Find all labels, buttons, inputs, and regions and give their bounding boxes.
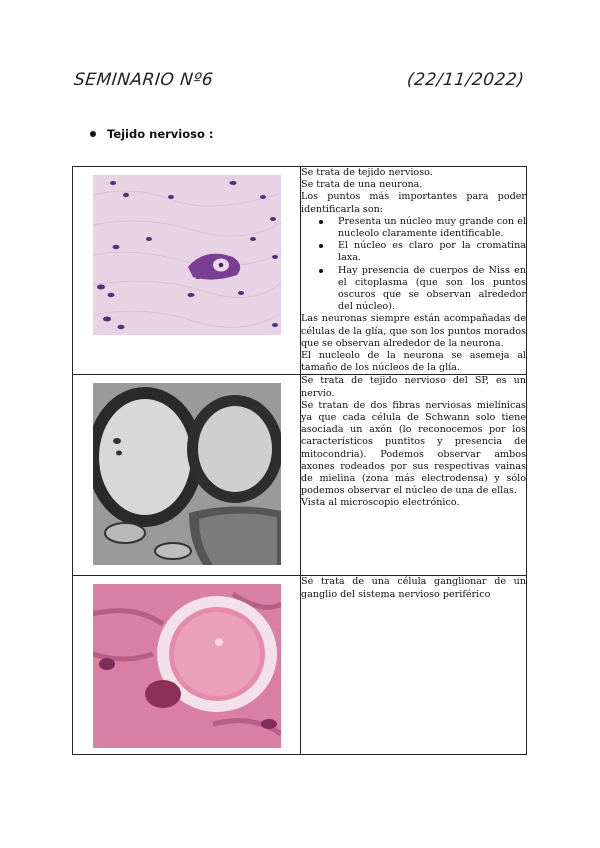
description-line: Vista al microscopio electrónico. (301, 497, 460, 509)
electron-micrograph (93, 383, 281, 565)
image-cell (73, 576, 301, 755)
description-line: Las neuronas siempre están acompañadas de células de la glía, que son los puntos morados que se observan alrededor de la neurona. (301, 313, 526, 349)
description-line: Se trata de una neurona. (301, 179, 423, 191)
key-point: Presenta un núcleo muy grande con el nucleolo claramente identificable. (329, 216, 526, 240)
description-cell (301, 167, 527, 375)
description-line: El nucleolo de la neurona se asemeja al tamaño de los núcleos de la glía. (301, 350, 526, 374)
description-line: Se trata de tejido nervioso. (301, 167, 433, 178)
description-line: Los puntos más importantes para poder identificarla son: (301, 191, 526, 215)
table-row (73, 167, 527, 375)
ganglion-cell-micrograph (93, 584, 281, 748)
description-line: Se trata de una célula ganglionar de un ganglio del sistema nervioso periférico (301, 576, 526, 600)
table-row (73, 375, 527, 576)
key-points-list (301, 216, 526, 314)
key-point: El núcleo es claro por la cromatina laxa. (329, 240, 526, 264)
neuron-micrograph (93, 175, 281, 335)
description-line: Se trata de tejido nervioso del SP, es un nervio. (301, 375, 526, 399)
table-row (73, 576, 527, 755)
description-line: Se tratan de dos fibras nerviosas mielínicas ya que cada célula de Schwann solo tiene asociada un axón (lo reconocemos por los característicos puntitos y presencia de mitocondria). Podemos observar ambos axones rodeados por sus respectivas vainas de mielina (zona más electrodensa) y sólo podemos observar el núcleo de una de ellas. (301, 399, 526, 497)
section-bullet (90, 127, 213, 141)
bullet-dot-icon (90, 131, 96, 137)
key-point: Hay presencia de cuerpos de Niss en el citoplasma (que son los puntos oscuros que se observan alrededor del núcleo). (329, 265, 526, 314)
seminar-date: (22/11/2022) (405, 70, 526, 90)
section-label: Tejido nervioso : (107, 127, 214, 141)
content-table (72, 166, 527, 755)
seminar-title: SEMINARIO Nº6 (72, 70, 215, 90)
description-cell (301, 375, 527, 576)
image-cell (73, 167, 301, 375)
description-cell (301, 576, 527, 755)
image-cell (73, 375, 301, 576)
